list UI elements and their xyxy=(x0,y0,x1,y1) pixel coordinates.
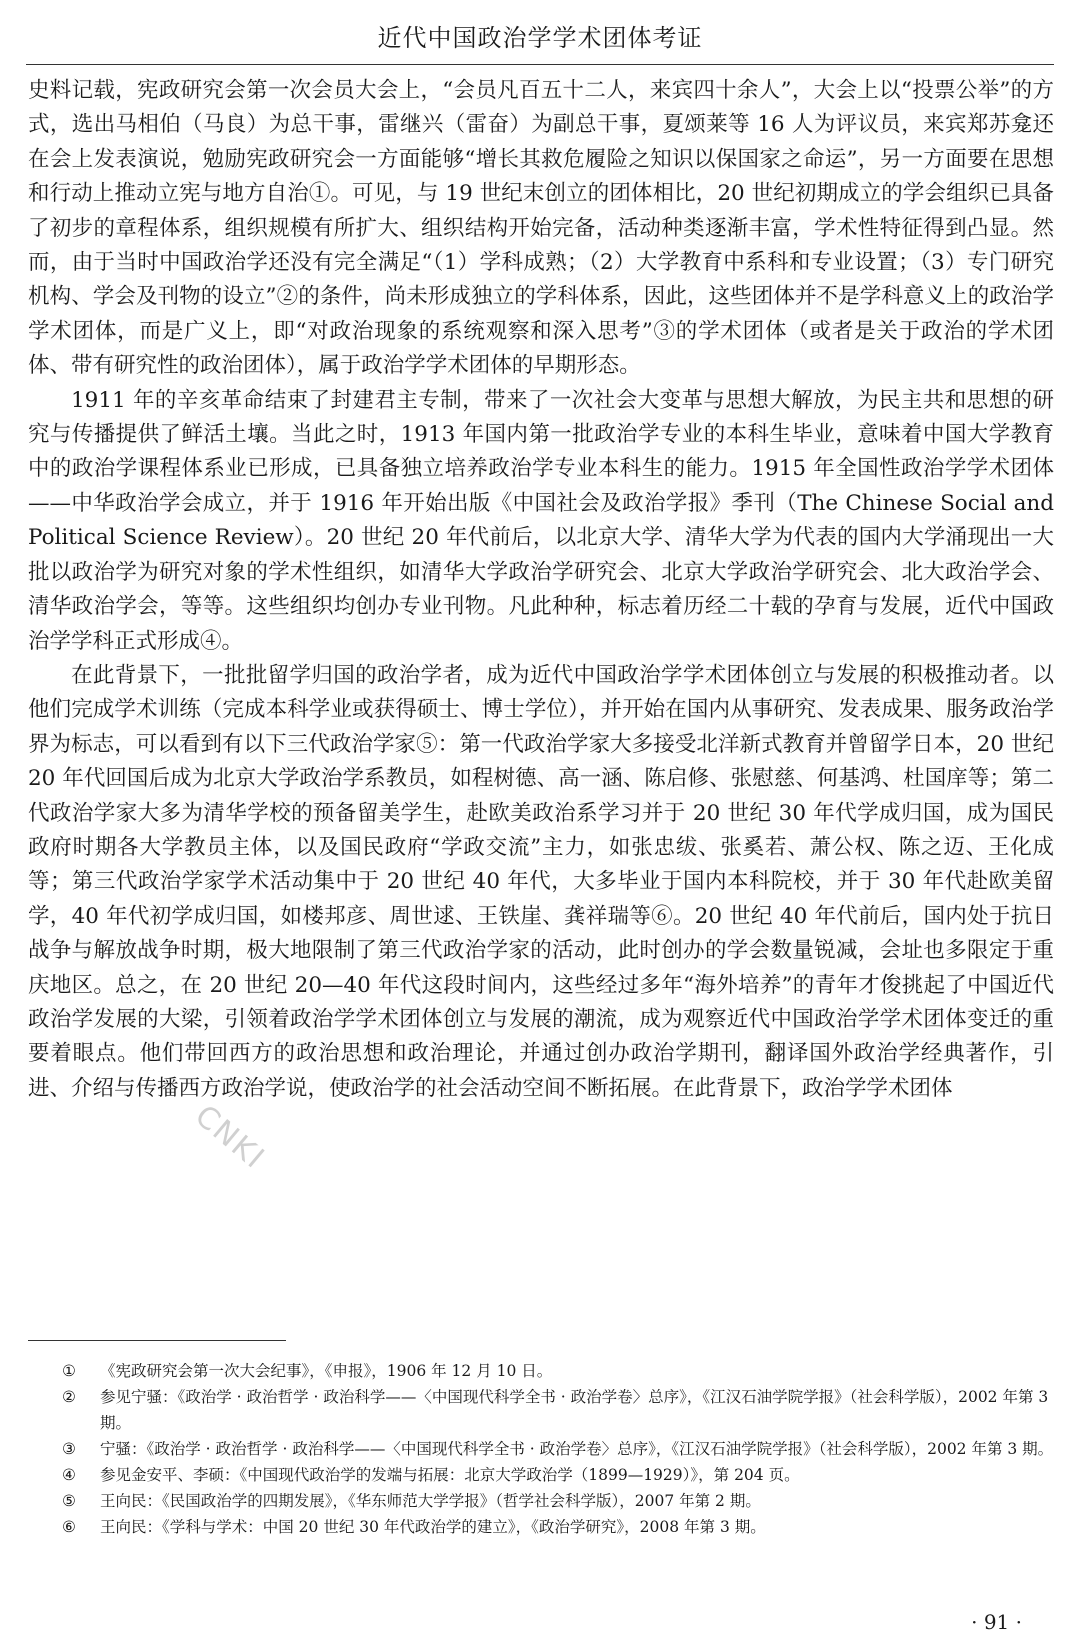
footnote-text: 宁骚：《政治学 · 政治哲学 · 政治科学——〈中国现代科学全书 · 政治学卷〉总序》，《江汉石油学院学报》（社会科学版），2002 年第 3 期。 xyxy=(100,1440,1054,1458)
footnotes xyxy=(62,1358,1054,1540)
footnote-text: 《宪政研究会第一次大会纪事》，《申报》，1906 年 12 月 10 日。 xyxy=(100,1362,553,1380)
footnote xyxy=(62,1514,1054,1540)
footnote-mark: ⑥ xyxy=(62,1518,76,1536)
footnote-text: 参见宁骚：《政治学 · 政治哲学 · 政治科学——〈中国现代科学全书 · 政治学卷〉总序》，《江汉石油学院学报》（社会科学版），2002 年第 3 期。 xyxy=(100,1388,1049,1432)
footnote xyxy=(62,1384,1054,1436)
footnote-text: 参见金安平、李硕：《中国现代政治学的发端与拓展：北京大学政治学（1899—1929）》，第 204 页。 xyxy=(100,1466,800,1484)
page-number: · 91 · xyxy=(971,1610,1022,1634)
paragraph-1: 史料记载，宪政研究会第一次会员大会上，“会员凡百五十二人，来宾四十余人”，大会上以“投票公举”的方式，选出马相伯（马良）为总干事，雷继兴（雷奋）为副总干事，夏颂莱等 16 人为评议员，来宾郑苏龛还在会上发表演说，勉励宪政研究会一方面能够“增长其救危履险之知识以保国家之命运”，另一方面要在思想和行动上推动立宪与地方自治①。可见，与 19 世纪末创立的团体相比，20 世纪初期成立的学会组织已具备了初步的章程体系，组织规模有所扩大、组织结构开始完备，活动种类逐渐丰富，学术性特征得到凸显。然而，由于当时中国政治学还没有完全满足“（1）学科成熟；（2）大学教育中系科和专业设置；（3）专门研究机构、学会及刊物的设立”②的条件，尚未形成独立的学科体系，因此，这些团体并不是学科意义上的政治学学术团体，而是广义上，即“对政治现象的系统观察和深入思考”③的学术团体（或者是关于政治的学术团体、带有研究性的政治团体），属于政治学学术团体的早期形态。 xyxy=(28,78,1054,379)
running-header: 近代中国政治学学术团体考证 xyxy=(377,24,703,52)
paragraph-3: 在此背景下，一批批留学归国的政治学者，成为近代中国政治学学术团体创立与发展的积极推动者。以他们完成学术训练（完成本科学业或获得硕士、博士学位），并开始在国内从事研究、发表成果、服务政治学界为标志，可以看到有以下三代政治学家⑤：第一代政治学家大多接受北洋新式教育并曾留学日本，20 世纪 20 年代回国后成为北京大学政治学系教员，如程树德、高一涵、陈启修、张慰慈、何基鸿、杜国庠等；第二代政治学家大多为清华学校的预备留美学生，赴欧美政治系学习并于 20 世纪 30 年代学成归国，成为国民政府时期各大学教员主体，以及国民政府“学政交流”主力，如张忠绂、张奚若、萧公权、陈之迈、王化成等；第三代政治学家学术活动集中于 20 世纪 40 年代，大多毕业于国内本科院校，并于 30 年代赴欧美留学，40 年代初学成归国，如楼邦彦、周世逑、王铁崖、龚祥瑞等⑥。20 世纪 40 年代前后，国内处于抗日战争与解放战争时期，极大地限制了第三代政治学家的活动，此时创办的学会数量锐减，会址也多限定于重庆地区。总之，在 20 世纪 20—40 年代这段时间内，这些经过多年“海外培养”的青年才俊挑起了中国近代政治学发展的大梁，引领着政治学学术团体创立与发展的潮流，成为观察近代中国政治学学术团体变迁的重要着眼点。他们带回西方的政治思想和政治理论，并通过创办政治学期刊，翻译国外政治学经典著作，引进、介绍与传播西方政治学说，使政治学的社会活动空间不断拓展。在此背景下，政治学学术团体 xyxy=(28,662,1054,1101)
footnote-mark: ⑤ xyxy=(62,1492,76,1510)
footnote-mark: ③ xyxy=(62,1440,76,1458)
footnote-rule xyxy=(28,1340,286,1341)
footnote xyxy=(62,1462,1054,1488)
footnote-mark: ④ xyxy=(62,1466,76,1484)
footnote-mark: ① xyxy=(62,1362,76,1380)
watermark: CNKI xyxy=(188,1098,272,1177)
footnote-text: 王向民：《学科与学术：中国 20 世纪 30 年代政治学的建立》，《政治学研究》，2008 年第 3 期。 xyxy=(100,1518,766,1536)
body-text xyxy=(28,74,1054,1106)
paragraph-2: 1911 年的辛亥革命结束了封建君主专制，带来了一次社会大变革与思想大解放，为民主共和思想的研究与传播提供了鲜活土壤。当此之时，1913 年国内第一批政治学专业的本科生毕业，意味着中国大学教育中的政治学课程体系业已形成，已具备独立培养政治学专业本科生的能力。1915 年全国性政治学学术团体——中华政治学会成立，并于 1916 年开始出版《中国社会及政治学报》季刊（The Chinese Social and Political Science Review）。20 世纪 20 年代前后，以北京大学、清华大学为代表的国内大学涌现出一大批以政治学为研究对象的学术性组织，如清华大学政治学研究会、北京大学政治学研究会、北大政治学会、清华政治学会，等等。这些组织均创办专业刊物。凡此种种，标志着历经二十载的孕育与发展，近代中国政治学学科正式形成④。 xyxy=(28,387,1054,654)
footnote-mark: ② xyxy=(62,1388,76,1406)
footnote xyxy=(62,1488,1054,1514)
footnote xyxy=(62,1436,1054,1462)
header-rule xyxy=(26,64,1054,65)
footnote-text: 王向民：《民国政治学的四期发展》，《华东师范大学学报》（哲学社会科学版），2007 年第 2 期。 xyxy=(100,1492,761,1510)
footnote xyxy=(62,1358,1054,1384)
